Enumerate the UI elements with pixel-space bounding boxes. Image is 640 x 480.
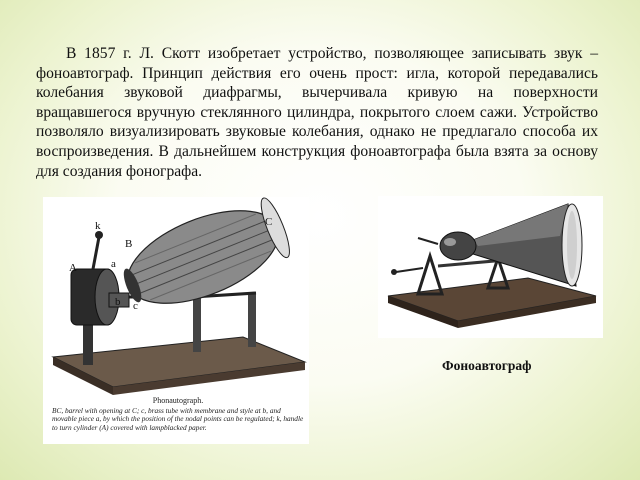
label-k: k: [95, 220, 101, 232]
label-a-lower: a: [111, 258, 116, 270]
engraving-caption-text: BC, barrel with opening at C; c, brass tube with membrane and style at b, and movable piece a, by which the position of the nodal points can be regulated; k, handle to turn cylinder (A) covered with lampblacked paper.: [52, 405, 304, 432]
label-b-lower: b: [115, 296, 121, 308]
label-c-lower: c: [133, 300, 138, 312]
phonautograph-photo: [378, 196, 603, 338]
engraving-caption-title: Phonautograph.: [152, 396, 204, 405]
body-paragraph: В 1857 г. Л. Скотт изобретает устройство, позволяющее записывать звук – фоноавтограф. Принцип действия его очень прост: игла, которой передавались колебания звуковой диафрагмы, вычерчивала кривую на поверхности вращавшегося вручную стеклянного цилиндра, покрытого слоем сажи. Устройство позволяло визуализировать звуковые колебания, однако не предлагало способа их воспроизведения. В дальнейшем конструкция фоноавтографа была взята за основу для создания фонографа.: [36, 45, 598, 180]
label-b-upper: B: [125, 238, 133, 250]
photo-drawing: [378, 196, 603, 338]
engraving-caption: [52, 397, 304, 432]
label-a-upper: A: [69, 262, 77, 274]
label-c-upper: C: [265, 216, 273, 228]
photo-caption: Фоноавтограф: [442, 358, 532, 373]
